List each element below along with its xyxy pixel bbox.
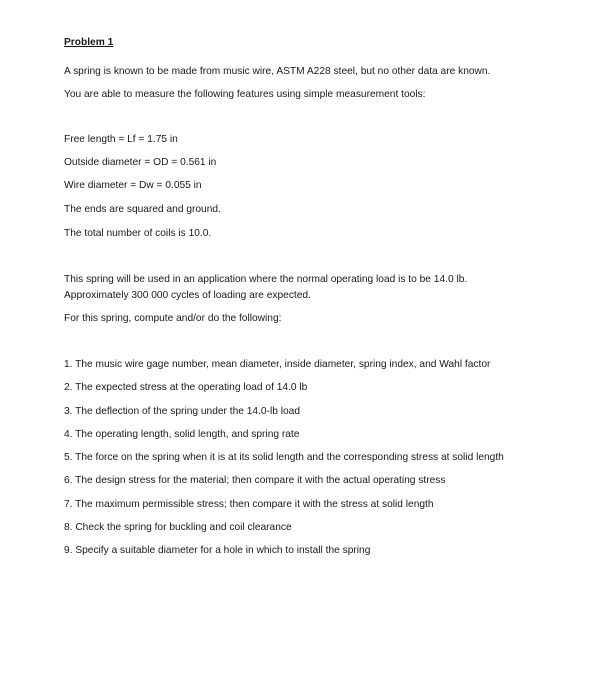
measurement-ends: The ends are squared and ground. [64,204,221,215]
intro-line: You are able to measure the following features using simple measurement tools: [64,89,426,100]
task-item: 6. The design stress for the material; then compare it with the actual operating stress [64,475,446,486]
measurement-free-length: Free length = Lf = 1.75 in [64,134,178,145]
intro-line: A spring is known to be made from music wire, ASTM A228 steel, but no other data are known. [64,66,491,77]
task-item: 4. The operating length, solid length, and spring rate [64,429,300,440]
measurement-wire-diameter: Wire diameter = Dw = 0.055 in [64,180,202,191]
task-item: 5. The force on the spring when it is at its solid length and the corresponding stress at solid length [64,452,504,463]
application-line: This spring will be used in an application where the normal operating load is to be 14.0 lb. [64,274,468,285]
task-item: 2. The expected stress at the operating load of 14.0 lb [64,382,308,393]
application-line: Approximately 300 000 cycles of loading are expected. [64,290,311,301]
task-item: 3. The deflection of the spring under the 14.0-lb load [64,406,300,417]
measurement-coils: The total number of coils is 10.0. [64,228,212,239]
application-line: For this spring, compute and/or do the following: [64,313,282,324]
task-item: 1. The music wire gage number, mean diameter, inside diameter, spring index, and Wahl factor [64,359,491,370]
task-item: 9. Specify a suitable diameter for a hole in which to install the spring [64,545,371,556]
task-item: 8. Check the spring for buckling and coil clearance [64,522,292,533]
task-item: 7. The maximum permissible stress; then compare it with the stress at solid length [64,499,434,510]
problem-title: Problem 1 [64,37,114,48]
measurement-outside-diameter: Outside diameter = OD = 0.561 in [64,157,217,168]
